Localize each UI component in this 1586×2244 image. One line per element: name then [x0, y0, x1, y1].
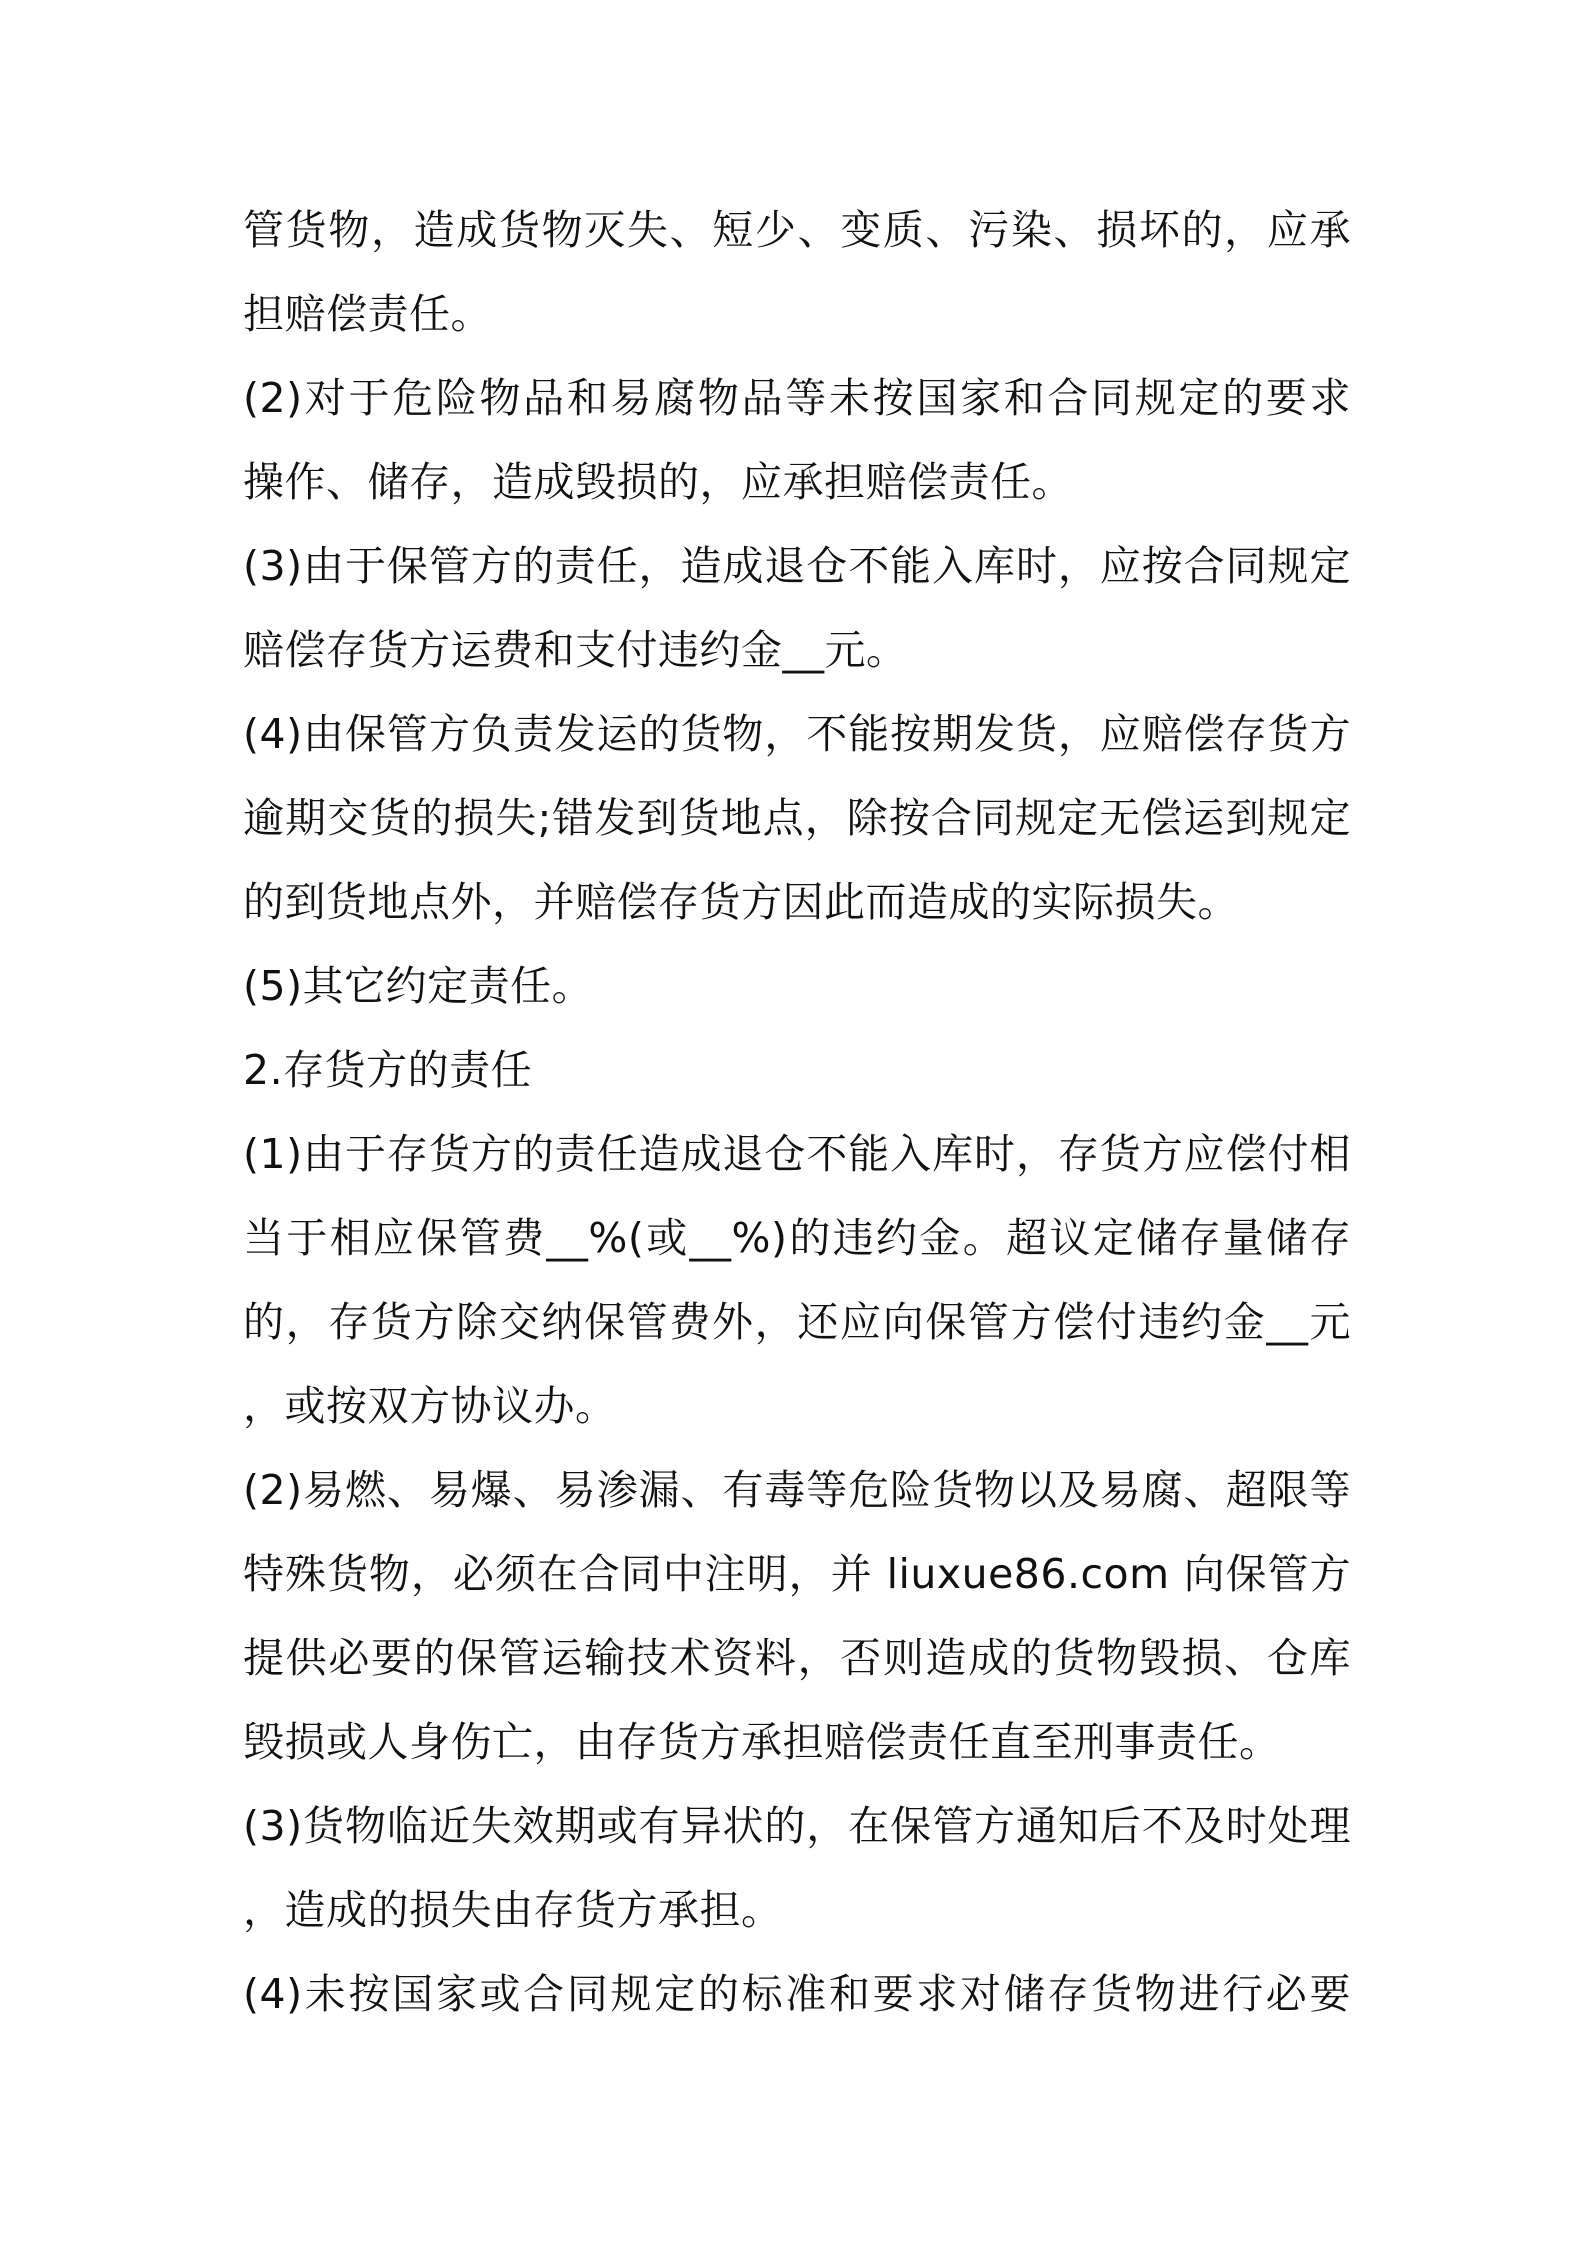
text-line: (4)未按国家或合同规定的标准和要求对储存货物进行必要 — [243, 1970, 1351, 2018]
text-line: 特殊货物，必须在合同中注明，并 liuxue86.com 向保管方 — [243, 1550, 1351, 1598]
text-line: 担赔偿责任。 — [243, 290, 492, 338]
text-line: 赔偿存货方运费和支付违约金__元。 — [243, 626, 908, 674]
text-line: 提供必要的保管运输技术资料，否则造成的货物毁损、仓库 — [243, 1634, 1351, 1682]
text-line: 毁损或人身伤亡，由存货方承担赔偿责任直至刑事责任。 — [243, 1718, 1281, 1766]
text-line: (1)由于存货方的责任造成退仓不能入库时，存货方应偿付相 — [243, 1130, 1351, 1178]
text-line: (2)对于危险物品和易腐物品等未按国家和合同规定的要求 — [243, 374, 1351, 422]
section-heading: 2.存货方的责任 — [243, 1046, 533, 1094]
text-line: (3)货物临近失效期或有异状的，在保管方通知后不及时处理 — [243, 1802, 1351, 1850]
text-line: ，或按双方协议办。 — [243, 1382, 617, 1430]
text-line: 的到货地点外，并赔偿存货方因此而造成的实际损失。 — [243, 878, 1239, 926]
text-line: (5)其它约定责任。 — [243, 962, 594, 1010]
text-line: (4)由保管方负责发运的货物，不能按期发货，应赔偿存货方 — [243, 710, 1351, 758]
text-line: 逾期交货的损失;错发到货地点，除按合同规定无偿运到规定 — [243, 794, 1351, 842]
text-line: ，造成的损失由存货方承担。 — [243, 1886, 783, 1934]
document-body — [243, 188, 1351, 2036]
text-line: (3)由于保管方的责任，造成退仓不能入库时，应按合同规定 — [243, 542, 1351, 590]
text-line: 当于相应保管费__%(或__%)的违约金。超议定储存量储存 — [243, 1214, 1351, 1262]
text-line: (2)易燃、易爆、易渗漏、有毒等危险货物以及易腐、超限等 — [243, 1466, 1351, 1514]
text-line: 操作、储存，造成毁损的，应承担赔偿责任。 — [243, 458, 1073, 506]
text-line: 管货物，造成货物灭失、短少、变质、污染、损坏的，应承 — [243, 206, 1351, 254]
text-line: 的，存货方除交纳保管费外，还应向保管方偿付违约金__元 — [243, 1298, 1351, 1346]
